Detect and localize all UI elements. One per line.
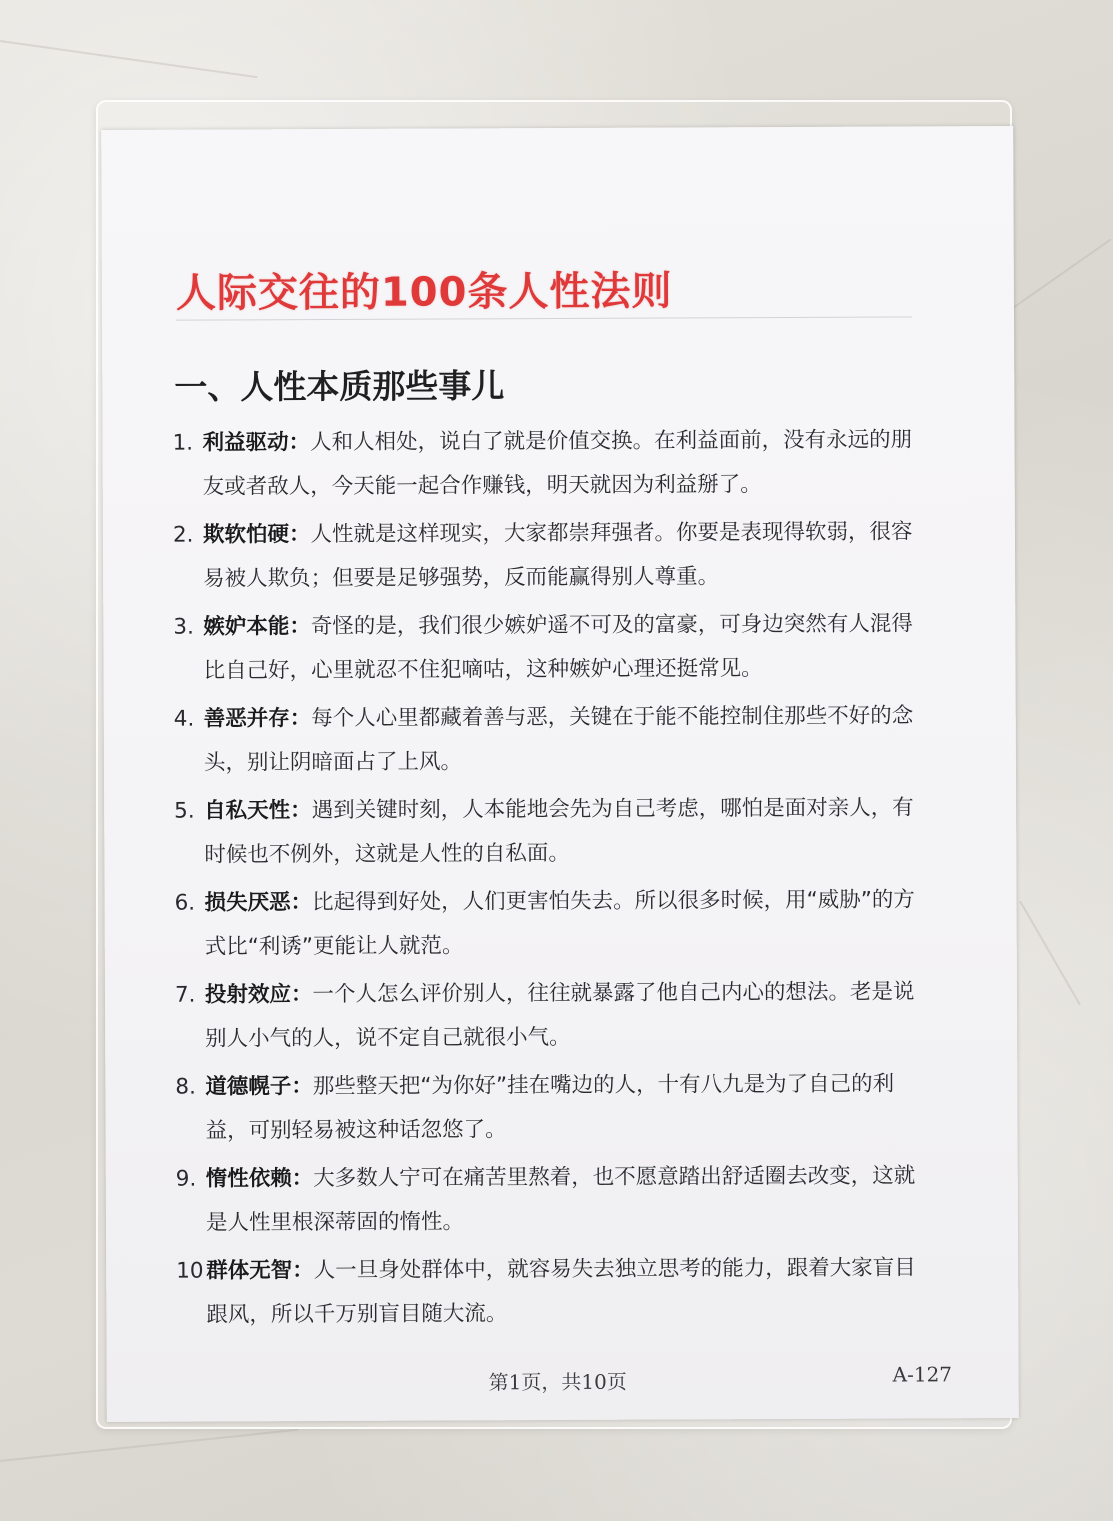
item-text: 大多数人宁可在痛苦里熬着，也不愿意踏出舒适圈去改变，这就是人性里根深蒂固的惰性。 <box>205 1163 916 1236</box>
item-number: 9. <box>175 1166 197 1192</box>
item-term: 利益驱动： <box>202 430 311 456</box>
item-term: 投射效应： <box>204 982 313 1008</box>
list-item <box>176 1154 936 1249</box>
list-item <box>176 1246 936 1341</box>
item-text: 比起得到好处，人们更害怕失去。所以很多时候，用“威胁”的方式比“利诱”更能让人就范。 <box>204 887 915 960</box>
item-number: 1. <box>172 430 194 456</box>
list-item <box>174 878 934 973</box>
item-text: 人和人相处，说白了就是价值交换。在利益面前，没有永远的朋友或者敌人，今天能一起合作赚钱，明天就因为利益掰了。 <box>202 427 913 500</box>
item-term: 惰性依赖： <box>205 1166 314 1192</box>
marble-vein <box>0 1429 298 1462</box>
list-item <box>175 970 935 1065</box>
item-text: 遇到关键时刻，人本能地会先为自己考虑，哪怕是面对亲人，有时候也不例外，这就是人性的自私面。 <box>204 795 914 868</box>
item-text: 人性就是这样现实，大家都崇拜强者。你要是表现得软弱，很容易被人欺负；但要是足够强势，反而能赢得别人尊重。 <box>203 519 913 592</box>
item-number: 3. <box>173 614 194 640</box>
item-number: 7. <box>174 982 196 1008</box>
rules-list <box>172 418 936 1341</box>
item-term: 自私天性： <box>204 798 312 824</box>
item-text: 一个人怎么评价别人，往往就暴露了他自己内心的想法。老是说别人小气的人，说不定自己就很小气。 <box>205 979 915 1052</box>
list-item <box>173 510 933 605</box>
item-number: 8. <box>175 1074 196 1100</box>
list-item <box>174 694 934 789</box>
item-term: 群体无智： <box>206 1258 314 1284</box>
item-number: 4. <box>173 706 195 732</box>
item-number: 2. <box>172 522 194 548</box>
item-text: 奇怪的是，我们很少嫉妒遥不可及的富豪，可身边突然有人混得比自己好，心里就忍不住犯嘀咕，这种嫉妒心理还挺常见。 <box>203 611 913 684</box>
item-number: 10 <box>176 1258 204 1284</box>
item-number: 5. <box>174 798 195 824</box>
item-number: 6. <box>174 890 196 916</box>
item-term: 损失厌恶： <box>204 890 313 916</box>
item-text: 那些整天把“为你好”挂在嘴边的人，十有八九是为了自己的利益，可别轻易被这种话忽悠了。 <box>205 1071 895 1144</box>
page-number: 第1页，共10页 <box>488 1369 627 1395</box>
document-page <box>101 126 1019 1422</box>
document-code: A-127 <box>892 1362 953 1387</box>
item-term: 嫉妒本能： <box>203 614 311 640</box>
marble-vein <box>1019 901 1081 1006</box>
list-item <box>173 602 933 697</box>
item-text: 人一旦身处群体中，就容易失去独立思考的能力，跟着大家盲目跟风，所以千万别盲目随大流。 <box>206 1255 916 1328</box>
item-term: 善恶并存： <box>203 706 312 732</box>
list-item <box>172 418 932 513</box>
section-heading: 一、人性本质那些事儿 <box>174 366 505 407</box>
marble-vein <box>0 40 258 78</box>
list-item <box>175 1062 935 1157</box>
item-term: 欺软怕硬： <box>202 522 311 548</box>
item-term: 道德幌子： <box>205 1074 313 1100</box>
item-text: 每个人心里都藏着善与恶，关键在于能不能控制住那些不好的念头，别让阴暗面占了上风。 <box>203 703 914 776</box>
document-title: 人际交往的100条人性法则 <box>175 268 673 317</box>
list-item <box>174 786 934 881</box>
